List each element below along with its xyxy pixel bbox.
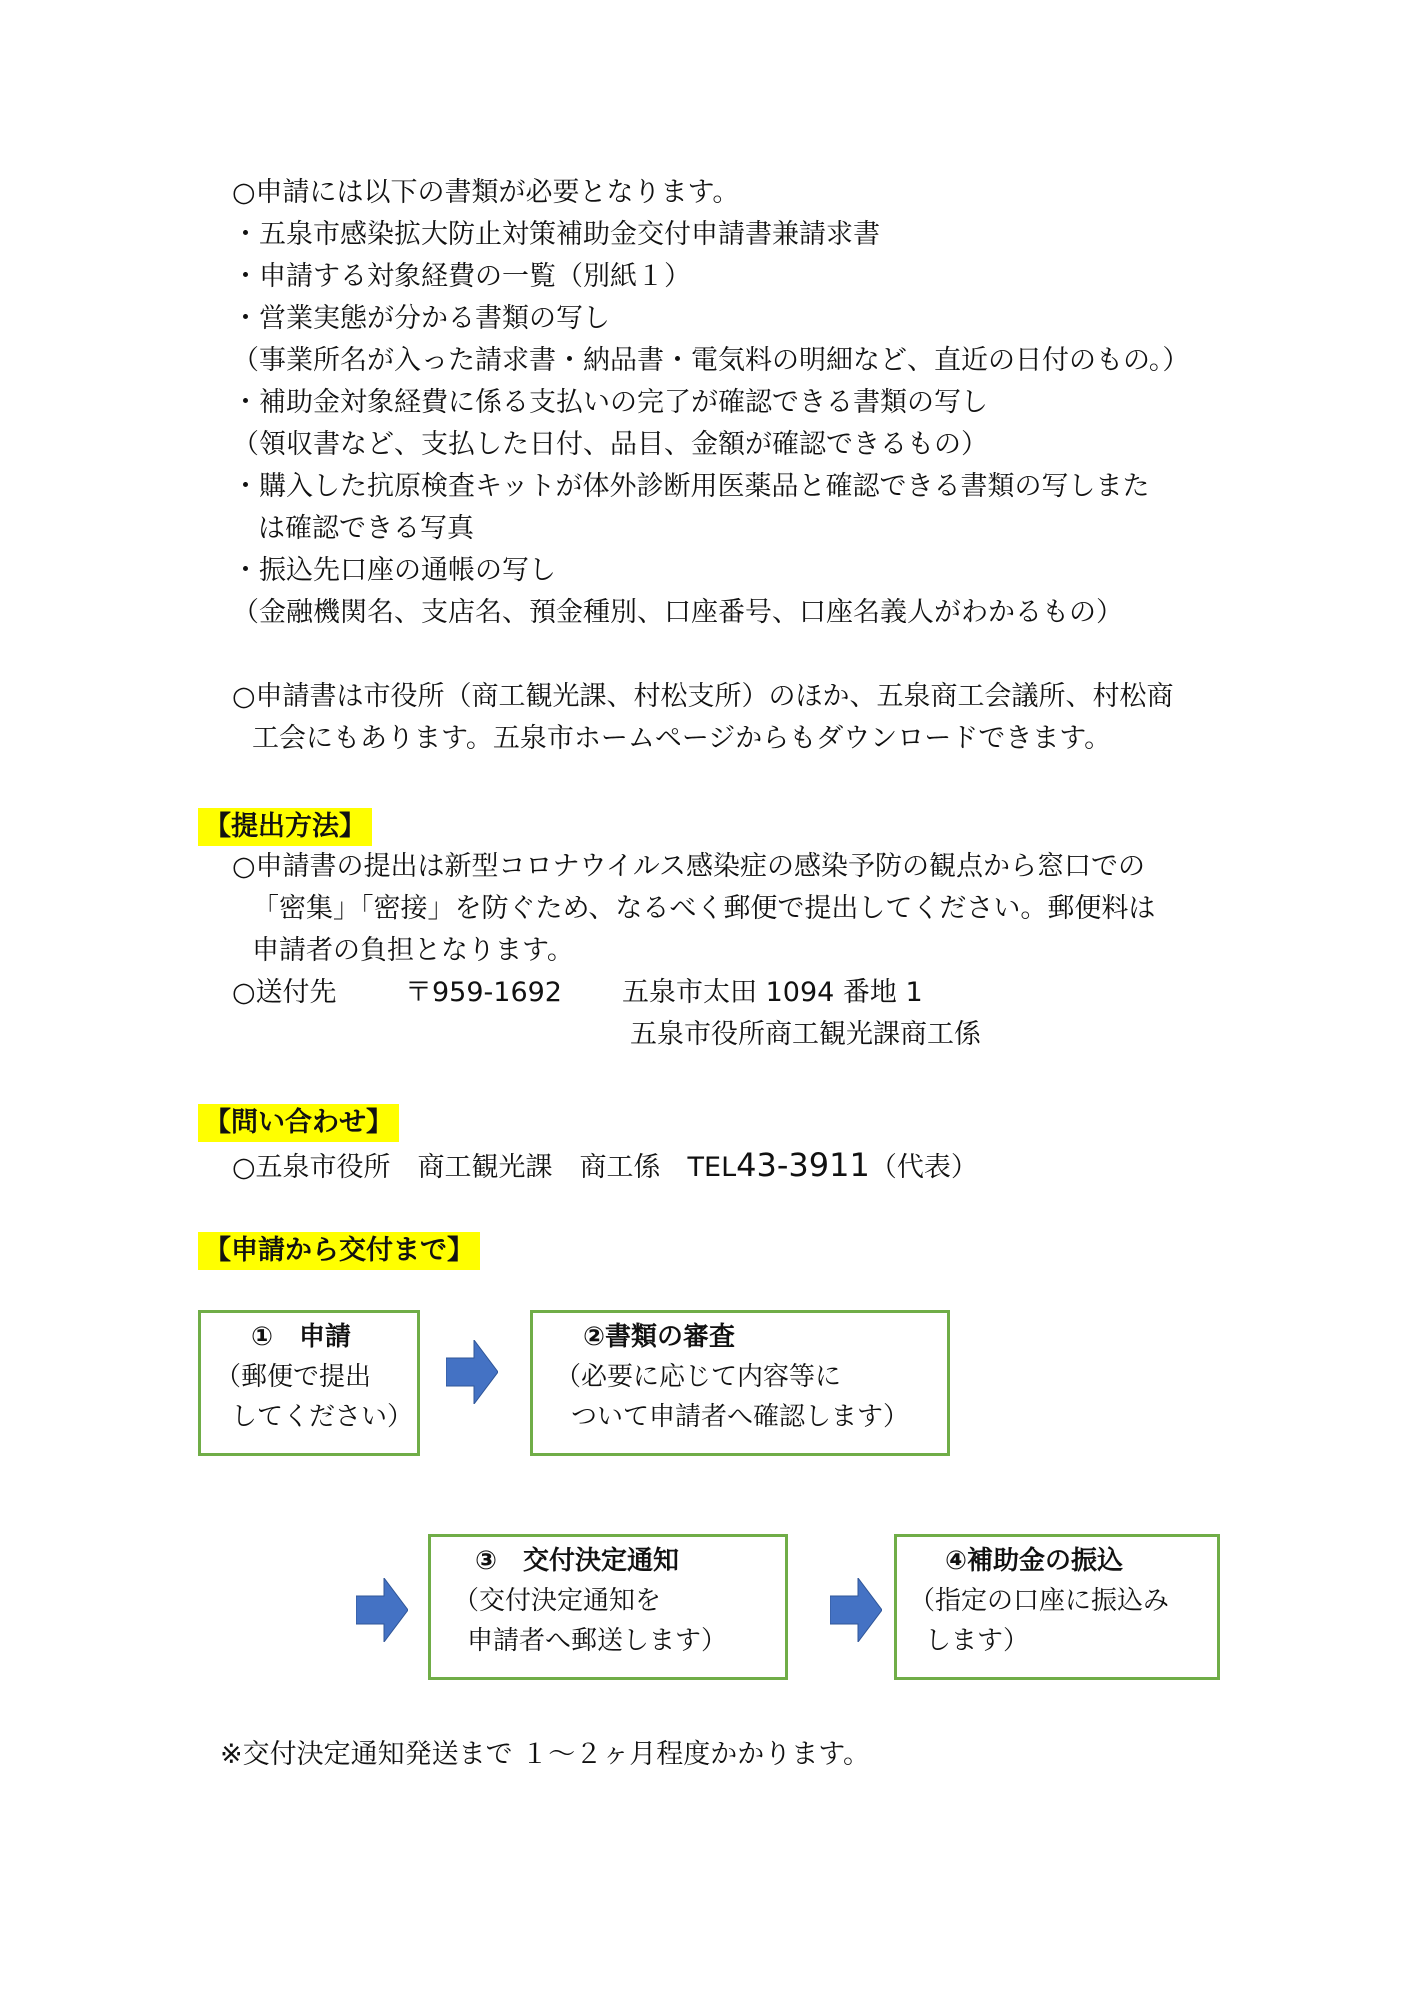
- flow-step-review: [530, 1310, 950, 1456]
- destination-postal-code: 〒959-1692: [405, 977, 562, 1008]
- doc-note: （金融機関名、支店名、預金種別、口座番号、口座名義人がわかるもの）: [232, 597, 1123, 628]
- doc-item: ・申請する対象経費の一覧（別紙１）: [232, 261, 691, 292]
- doc-item: ・補助金対象経費に係る支払いの完了が確認できる書類の写し: [232, 387, 988, 418]
- step-text: してください）: [231, 1402, 414, 1432]
- step-text: （指定の口座に振込み: [909, 1586, 1170, 1616]
- flow-heading: 【申請から交付まで】: [198, 1232, 480, 1270]
- step-title: ④補助金の振込: [945, 1546, 1124, 1576]
- step-text: （郵便で提出: [215, 1362, 372, 1392]
- step-title: ① 申請: [251, 1322, 352, 1352]
- doc-note: （事業所名が入った請求書・納品書・電気料の明細など、直近の日付のもの。）: [232, 345, 1190, 376]
- doc-note: （領収書など、支払した日付、品目、金額が確認できるもの）: [232, 429, 988, 460]
- flow-step-transfer: [894, 1534, 1220, 1680]
- contact-office: ○五泉市役所 商工観光課 商工係 TEL: [232, 1152, 737, 1183]
- doc-item: ・購入した抗原検査キットが体外診断用医薬品と確認できる書類の写しまた: [232, 471, 1150, 502]
- availability-line: ○申請書は市役所（商工観光課、村松支所）のほか、五泉商工会議所、村松商: [232, 681, 1174, 712]
- destination-office: 五泉市役所商工観光課商工係: [630, 1019, 981, 1050]
- flow-step-notice: [428, 1534, 788, 1680]
- doc-item: ・営業実態が分かる書類の写し: [232, 303, 610, 334]
- contact-heading: 【問い合わせ】: [198, 1104, 399, 1142]
- contact-tel-suffix: （代表）: [869, 1152, 978, 1183]
- step-text: します）: [925, 1626, 1030, 1656]
- step-title: ③ 交付決定通知: [475, 1546, 680, 1576]
- doc-item: ・五泉市感染拡大防止対策補助金交付申請書兼請求書: [232, 219, 880, 250]
- doc-item-continued: は確認できる写真: [258, 513, 474, 544]
- step-title: ②書類の審査: [583, 1322, 736, 1352]
- doc-item: ・振込先口座の通帳の写し: [232, 555, 556, 586]
- step-text: （必要に応じて内容等に: [555, 1362, 842, 1392]
- flow-step-apply: [198, 1310, 420, 1456]
- destination-label: ○送付先: [232, 977, 337, 1008]
- right-arrow-icon: [830, 1578, 882, 1642]
- submission-text: 申請者の負担となります。: [252, 935, 574, 966]
- contact-tel: 43-3911: [736, 1146, 870, 1184]
- submission-heading: 【提出方法】: [198, 808, 372, 846]
- step-text: （交付決定通知を: [453, 1586, 662, 1616]
- step-text: 申請者へ郵送します）: [467, 1626, 728, 1656]
- step-text: ついて申請者へ確認します）: [571, 1402, 910, 1432]
- contact-line: [232, 1148, 978, 1185]
- required-docs-intro: ○申請には以下の書類が必要となります。: [232, 177, 740, 208]
- submission-text: 「密集」「密接」を防ぐため、なるべく郵便で提出してください。郵便料は: [252, 893, 1156, 924]
- right-arrow-icon: [356, 1578, 408, 1642]
- right-arrow-icon: [446, 1340, 498, 1404]
- flow-note: ※交付決定通知発送まで １～２ヶ月程度かかります。: [220, 1739, 871, 1770]
- submission-text: ○申請書の提出は新型コロナウイルス感染症の感染予防の観点から窓口での: [232, 851, 1145, 882]
- destination-address: 五泉市太田 1094 番地 1: [622, 977, 923, 1008]
- availability-line: 工会にもあります。五泉市ホームページからもダウンロードできます。: [252, 723, 1112, 754]
